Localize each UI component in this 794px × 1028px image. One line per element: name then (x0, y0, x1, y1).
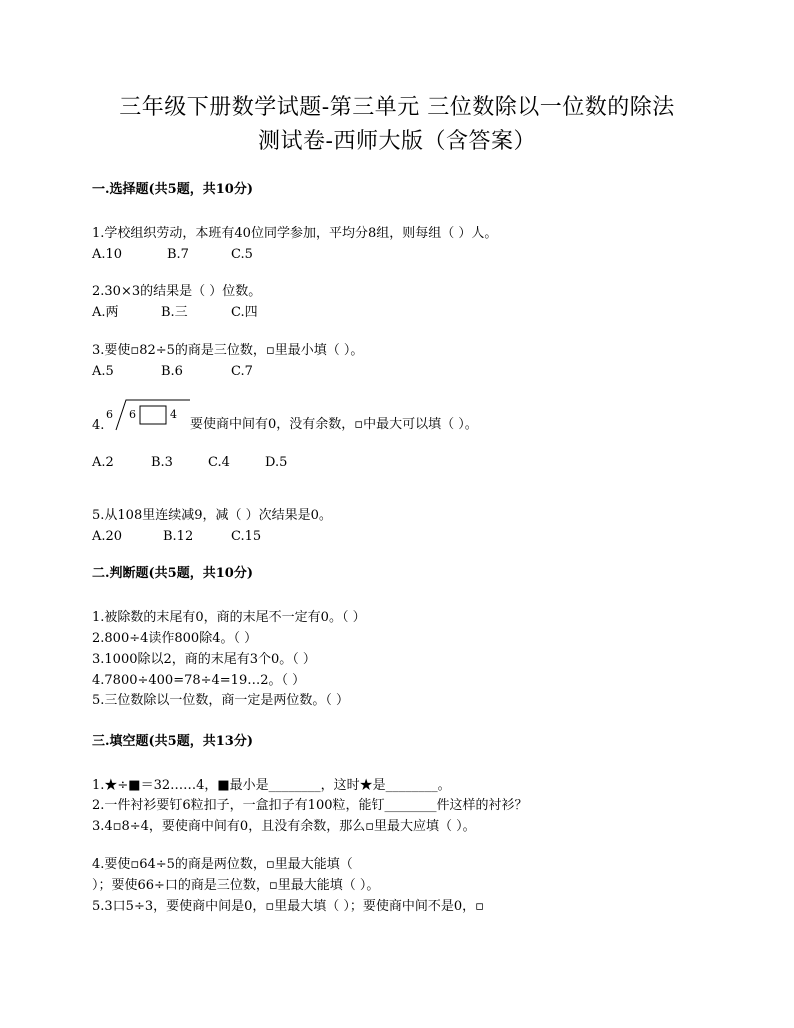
q2-option-b: B.三 (161, 305, 188, 320)
q4-dividend-left: 6 (129, 408, 136, 421)
section-heading-judgement: 二.判断题(共5题，共10分) (92, 566, 253, 581)
q4-divisor: 6 (106, 408, 113, 421)
question-2: 2.30×3的结果是（ ）位数。 (92, 284, 262, 299)
title-line-1: 三年级下册数学试题-第三单元 三位数除以一位数的除法 (119, 95, 675, 120)
question-3: 3.要使▫82÷5的商是三位数，▫里最小填（ ）。 (92, 343, 364, 358)
q5-option-a: A.20 (92, 529, 123, 544)
judgement-1: 1.被除数的末尾有0，商的末尾不一定有0。（ ） (92, 610, 366, 625)
question-1: 1.学校组织劳动，本班有40位同学参加，平均分8组，则每组（ ）人。 (92, 226, 498, 241)
title-line-2: 测试卷-西师大版（含答案） (258, 129, 536, 154)
q4-option-c: C.4 (208, 455, 230, 470)
fill-in-2: 2.一件衬衫要钉6粒扣子，一盒扣子有100粒，能钉________件这样的衬衫？ (92, 798, 528, 813)
fill-in-1: 1.★÷■＝32……4，■最小是________，这时★是________。 (92, 778, 451, 793)
q5-option-c: C.15 (231, 529, 262, 544)
q4-number: 4. (92, 418, 105, 433)
q1-option-c: C.5 (231, 247, 253, 262)
fill-in-5: 5.3口5÷3，要使商中间是0，▫里最大填（ ）；要使商中间不是0，▫ (92, 899, 484, 914)
q4-option-a: A.2 (92, 455, 114, 470)
judgement-4: 4.7800÷400=78÷4=19…2。（ ） (92, 673, 306, 688)
fill-in-4-line-2: ）；要使66÷口的商是三位数，▫里最大能填（ ）。 (92, 878, 380, 893)
q2-option-c: C.四 (231, 305, 258, 320)
q4-option-d: D.5 (265, 455, 288, 470)
judgement-3: 3.1000除以2，商的末尾有3个0。（ ） (92, 652, 316, 667)
judgement-2: 2.800÷4读作800除4。（ ） (92, 631, 258, 646)
q1-option-a: A.10 (92, 247, 123, 262)
q2-option-a: A.两 (92, 305, 119, 320)
long-division-figure (92, 396, 202, 436)
q5-option-b: B.12 (163, 529, 194, 544)
q3-option-a: A.5 (92, 364, 114, 379)
q4-dividend-right: 4 (170, 408, 177, 421)
section-heading-choice: 一.选择题(共5题，共10分) (92, 182, 253, 197)
division-bracket-icon (92, 396, 202, 436)
fill-in-4-line-1: 4.要使▫64÷5的商是两位数，▫里最大能填（ (92, 857, 353, 872)
q3-option-c: C.7 (231, 364, 253, 379)
question-4: 要使商中间有0，没有余数，▫中最大可以填（ ）。 (190, 417, 478, 432)
question-5: 5.从108里连续减9，减（ ）次结果是0。 (92, 508, 332, 523)
fill-in-3: 3.4▫8÷4，要使商中间有0，且没有余数，那么▫里最大应填（ ）。 (92, 819, 476, 834)
q3-option-b: B.6 (161, 364, 183, 379)
q1-option-b: B.7 (167, 247, 189, 262)
section-heading-fill-in: 三.填空题(共5题，共13分) (92, 734, 253, 749)
judgement-5: 5.三位数除以一位数，商一定是两位数。（ ） (92, 693, 350, 708)
q4-option-b: B.3 (151, 455, 173, 470)
